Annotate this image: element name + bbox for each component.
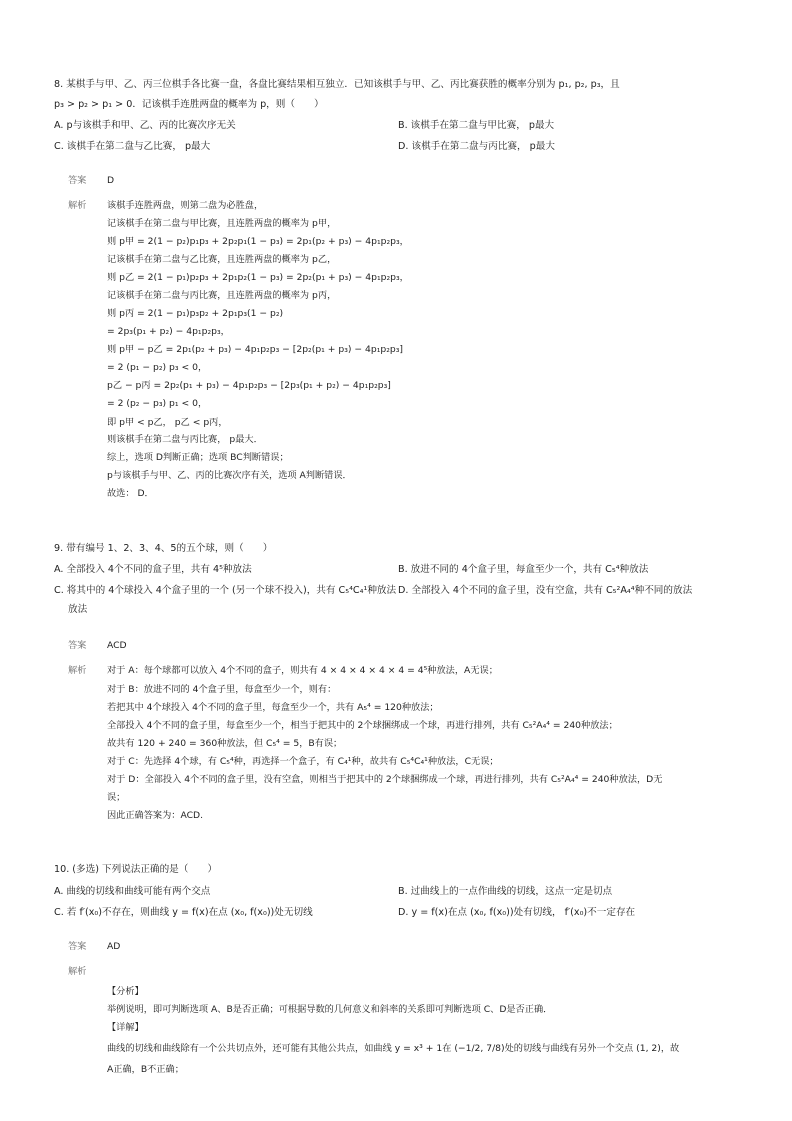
q9-analysis-line: 对于 B：放进不同的 4个盒子里，每盒至少一个，则有： <box>107 684 337 695</box>
q10-analysis-line: 【分析】 <box>107 986 144 997</box>
q8-option-d: D. 该棋手在第二盘与丙比赛， p最大 <box>398 141 555 152</box>
q10-option-d: D. y = f(x)在点 (x₀, f(x₀))处有切线， f′(x₀)不一定存在 <box>398 907 636 918</box>
q8-analysis-line: 则该棋手在第二盘与丙比赛， p最大． <box>107 434 263 445</box>
q8-analysis-line: 记该棋手在第二盘与乙比赛，且连胜两盘的概率为 p乙， <box>107 254 337 265</box>
q10-option-b: B. 过曲线上的一点作曲线的切线，这点一定是切点 <box>398 886 613 897</box>
q10-answer: AD <box>107 941 121 952</box>
q8-analysis-line: 则 p甲 − p乙 = 2p₁(p₂ + p₃) − 4p₁p₂p₃ − [2p₂(p₁ + p₃) − 4p₁p₂p₃] <box>107 344 403 355</box>
q8-analysis-line: 即 p甲 < p乙， p乙 < p丙， <box>107 417 228 428</box>
q8-stem-line2: p₃ > p₂ > p₁ > 0．记该棋手连胜两盘的概率为 p，则（ ） <box>54 99 324 110</box>
q8-analysis-line: 故选： D． <box>107 488 154 499</box>
q10-option-c: C. 若 f′(x₀)不存在，则曲线 y = f(x)在点 (x₀, f(x₀))处无切线 <box>54 907 313 918</box>
q10-analysis-line: 【详解】 <box>107 1022 144 1033</box>
q8-analysis-line: 该棋手连胜两盘，则第二盘为必胜盘， <box>107 200 264 211</box>
q8-analysis-line: = 2 (p₂ − p₃) p₁ < 0， <box>107 398 208 409</box>
q9-analysis-line: 对于 A：每个球都可以放入 4个不同的盒子，则共有 4 × 4 × 4 × 4 × 4 = 4⁵种放法，A无误； <box>107 665 498 676</box>
q8-analysis-line: p与该棋手与甲、乙、丙的比赛次序有关，选项 A判断错误． <box>107 470 352 481</box>
q8-analysis-line: 综上，选项 D判断正确；选项 BC判断错误； <box>107 452 289 463</box>
q10-analysis-label: 解析 <box>68 966 87 977</box>
q9-analysis-line: 对于 C：先选择 4个球，有 C₅⁴种，再选择一个盒子，有 C₄¹种，故共有 C₅⁴C₄¹种放法，C无误； <box>107 756 499 767</box>
q9-option-d: D. 全部投入 4个不同的盒子里，没有空盒，共有 C₅²A₄⁴种不同的放法 <box>398 585 693 596</box>
q9-analysis-label: 解析 <box>68 665 87 676</box>
q9-option-a: A. 全部投入 4个不同的盒子里，共有 4⁵种放法 <box>54 564 252 575</box>
q10-analysis-line: 曲线的切线和曲线除有一个公共切点外，还可能有其他公共点，如曲线 y = x³ + 1在 (−1/2, 7/8)处的切线与曲线有另外一个交点 (1, 2)，故 <box>107 1043 680 1054</box>
q8-analysis-line: 记该棋手在第二盘与甲比赛，且连胜两盘的概率为 p甲， <box>107 218 337 229</box>
q9-answer: ACD <box>107 640 127 651</box>
q8-analysis-line: 则 p甲 = 2(1 − p₂)p₁p₃ + 2p₂p₁(1 − p₃) = 2p₁(p₂ + p₃) − 4p₁p₂p₃， <box>107 236 409 247</box>
q9-stem: 9. 带有编号 1、2、3、4、5的五个球，则（ ） <box>54 543 273 554</box>
q8-analysis-line: = 2p₃(p₁ + p₂) − 4p₁p₂p₃， <box>107 326 230 337</box>
q9-analysis-line: 对于 D：全部投入 4个不同的盒子里，没有空盒，则相当于把其中的 2个球捆绑成一个球，再进行排列，共有 C₅²A₄⁴ = 240种放法，D无 <box>107 774 663 785</box>
q8-analysis-line: = 2 (p₁ − p₂) p₃ < 0， <box>107 362 208 373</box>
q10-stem: 10. (多选) 下列说法正确的是（ ） <box>54 864 218 875</box>
q8-option-b: B. 该棋手在第二盘与甲比赛， p最大 <box>398 120 555 131</box>
q8-analysis-line: 记该棋手在第二盘与丙比赛，且连胜两盘的概率为 p丙， <box>107 290 337 301</box>
q8-stem-line1: 8. 某棋手与甲、乙、丙三位棋手各比赛一盘，各盘比赛结果相互独立．已知该棋手与甲、乙、丙比赛获胜的概率分别为 p₁, p₂, p₃，且 <box>54 79 620 90</box>
q8-answer: D <box>107 175 115 186</box>
q8-analysis-line: p乙 − p丙 = 2p₂(p₁ + p₃) − 4p₁p₂p₃ − [2p₃(p₁ + p₂) − 4p₁p₂p₃] <box>107 380 391 391</box>
q9-option-c-wrap: 放法 <box>68 604 88 615</box>
q8-analysis-line: 则 p乙 = 2(1 − p₁)p₂p₃ + 2p₁p₂(1 − p₃) = 2p₂(p₁ + p₃) − 4p₁p₂p₃， <box>107 272 409 283</box>
q8-option-a: A. p与该棋手和甲、乙、丙的比赛次序无关 <box>54 120 236 131</box>
q10-analysis-line: 举例说明，即可判断选项 A、B是否正确；可根据导数的几何意义和斜率的关系即可判断选项 C、D是否正确． <box>107 1004 553 1015</box>
q9-analysis-line: 因此正确答案为：ACD. <box>107 810 204 821</box>
q9-option-c: C. 将其中的 4个球投入 4个盒子里的一个 (另一个球不投入)，共有 C₅⁴C₄¹种放法 <box>54 585 397 596</box>
q8-analysis-label: 解析 <box>68 200 87 211</box>
q8-analysis-line: 则 p丙 = 2(1 − p₁)p₃p₂ + 2p₁p₃(1 − p₂) <box>107 308 284 319</box>
q9-answer-label: 答案 <box>68 640 87 651</box>
q10-analysis-line: A正确，B不正确； <box>107 1064 184 1075</box>
q9-analysis-line: 故共有 120 + 240 = 360种放法，但 C₅⁴ = 5，B有误； <box>107 738 343 749</box>
q10-option-a: A. 曲线的切线和曲线可能有两个交点 <box>54 886 211 897</box>
q9-analysis-line: 误； <box>107 792 126 803</box>
q9-option-b: B. 放进不同的 4个盒子里，每盒至少一个，共有 C₅⁴种放法 <box>398 564 649 575</box>
q8-option-c: C. 该棋手在第二盘与乙比赛， p最大 <box>54 141 211 152</box>
q9-analysis-line: 若把其中 4个球投入 4个不同的盒子里，每盒至少一个，共有 A₅⁴ = 120种放法； <box>107 702 439 713</box>
q9-analysis-line: 全部投入 4个不同的盒子里，每盒至少一个，相当于把其中的 2个球捆绑成一个球，再进行排列，共有 C₅²A₄⁴ = 240种放法； <box>107 720 618 731</box>
q10-answer-label: 答案 <box>68 941 87 952</box>
q8-answer-label: 答案 <box>68 175 87 186</box>
